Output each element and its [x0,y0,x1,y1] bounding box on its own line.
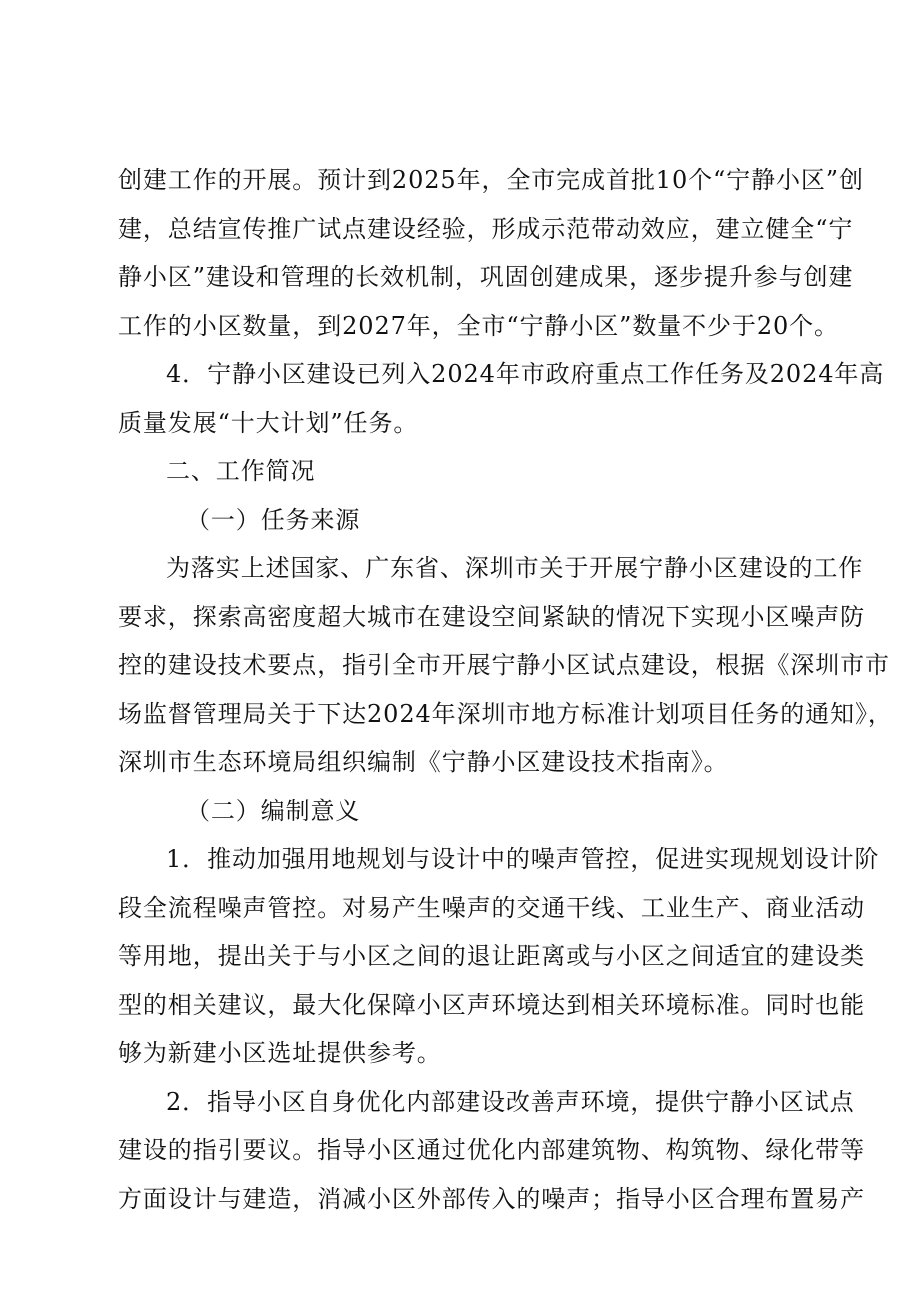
paragraph-line: 段全流程噪声管控。对易产生噪声的交通干线、工业生产、商业活动 [118,893,865,922]
paragraph-line: 2．指导小区自身优化内部建设改善声环境，提供宁静小区试点 [166,1087,855,1116]
paragraph-line: 1．推动加强用地规划与设计中的噪声管控，促进实现规划设计阶 [166,845,880,873]
paragraph-line: 场监督管理局关于下达2024年深圳市地方标准计划项目任务的通知》， [118,699,893,728]
subsection-heading: （二）编制意义 [186,796,361,825]
paragraph-line: 等用地，提出关于与小区之间的退让距离或与小区之间适宜的建设类 [118,942,865,970]
paragraph-line: 4．宁静小区建设已列入2024年市政府重点工作任务及2024年高 [166,360,885,388]
paragraph-line: 控的建设技术要点，指引全市开展宁静小区试点建设，根据《深圳市市 [118,651,890,679]
paragraph-line: 型的相关建议，最大化保障小区声环境达到相关环境标准。同时也能 [118,990,865,1019]
paragraph-line: 要求，探索高密度超大城市在建设空间紧缺的情况下实现小区噪声防 [118,602,865,631]
section-heading: 二、工作简况 [166,457,316,485]
paragraph-line: 工作的小区数量，到2027年，全市“宁静小区”数量不少于20个。 [118,311,839,340]
paragraph-line: 质量发展“十大计划”任务。 [118,408,419,437]
paragraph-line: 静小区”建设和管理的长效机制，巩固创建成果，逐步提升参与创建 [118,263,854,291]
paragraph-line: 建，总结宣传推广试点建设经验，形成示范带动效应，建立健全“宁 [118,214,854,243]
paragraph-line: 为落实上述国家、广东省、深圳市关于开展宁静小区建设的工作 [166,554,864,582]
paragraph-line: 深圳市生态环境局组织编制《宁静小区建设技术指南》。 [118,748,729,776]
paragraph-line: 创建工作的开展。预计到2025年，全市完成首批10个“宁静小区”创 [118,166,864,194]
paragraph-line: 够为新建小区选址提供参考。 [118,1039,442,1067]
paragraph-line: 方面设计与建造，消减小区外部传入的噪声；指导小区合理布置易产 [118,1184,865,1213]
paragraph-line: 建设的指引要议。指导小区通过优化内部建筑物、构筑物、绿化带等 [118,1136,865,1164]
document-body [118,156,893,1223]
subsection-heading: （一）任务来源 [186,505,361,534]
